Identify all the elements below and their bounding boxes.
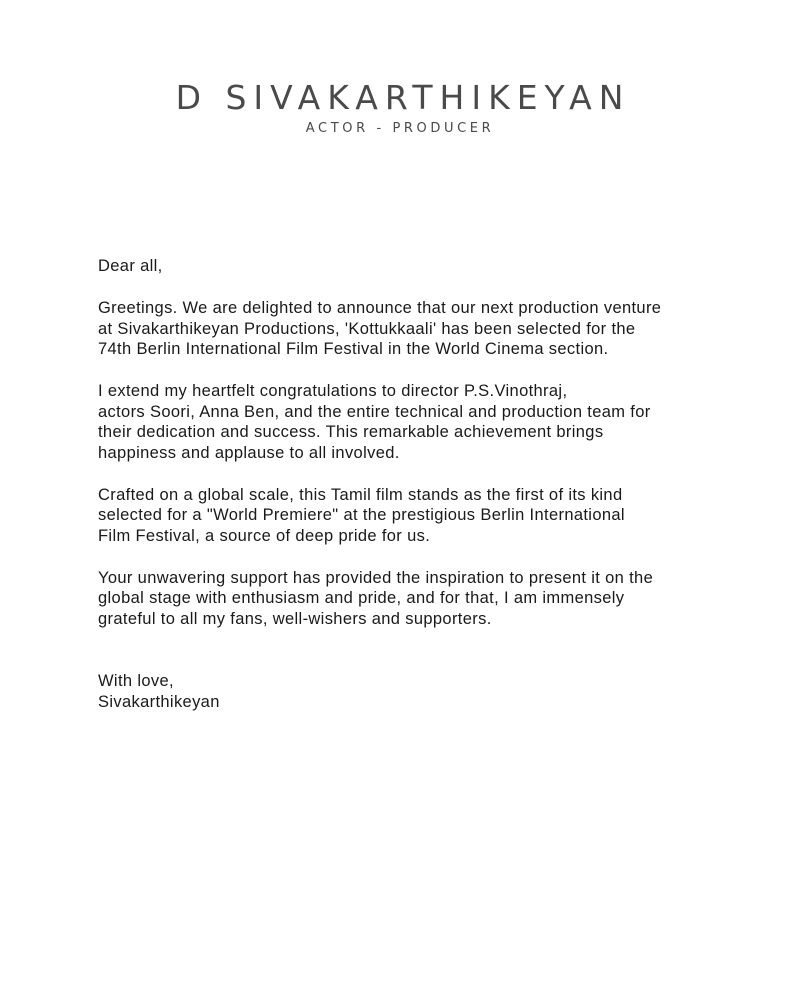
paragraph-line: global stage with enthusiasm and pride, and for that, I am immensely (98, 589, 625, 608)
paragraph-congratulations (98, 381, 718, 464)
paragraph-line: Greetings. We are delighted to announce that our next production venture (98, 298, 662, 317)
paragraph-line: happiness and applause to all involved. (98, 444, 400, 463)
paragraph-line: selected for a "World Premiere" at the prestigious Berlin International (98, 506, 625, 525)
paragraph-line: their dedication and success. This remarkable achievement brings (98, 423, 604, 442)
paragraph-line: grateful to all my fans, well-wishers and supporters. (98, 610, 492, 629)
paragraph-announcement (98, 298, 718, 360)
letterhead-role: ACTOR - PRODUCER (305, 121, 495, 136)
paragraph-line: Film Festival, a source of deep pride for us. (98, 527, 431, 546)
paragraph-line: I extend my heartfelt congratulations to director P.S.Vinothraj, (98, 381, 568, 400)
letterhead-name: D SIVAKARTHIKEYAN (175, 78, 631, 117)
paragraph-line: Crafted on a global scale, this Tamil film stands as the first of its kind (98, 485, 623, 504)
paragraph-world-premiere (98, 485, 718, 547)
paragraph-gratitude (98, 568, 718, 630)
paragraph-line: Your unwavering support has provided the inspiration to present it on the (98, 568, 654, 587)
paragraph-line: actors Soori, Anna Ben, and the entire technical and production team for (98, 402, 651, 421)
letter-body (98, 256, 718, 713)
salutation: Dear all, (98, 257, 163, 275)
letterhead (0, 76, 800, 138)
closing: With love, (98, 671, 174, 690)
signature: Sivakarthikeyan (98, 692, 220, 711)
paragraph-line: at Sivakarthikeyan Productions, 'Kottukkaali' has been selected for the (98, 319, 636, 338)
paragraph-line: 74th Berlin International Film Festival in the World Cinema section. (98, 340, 609, 359)
